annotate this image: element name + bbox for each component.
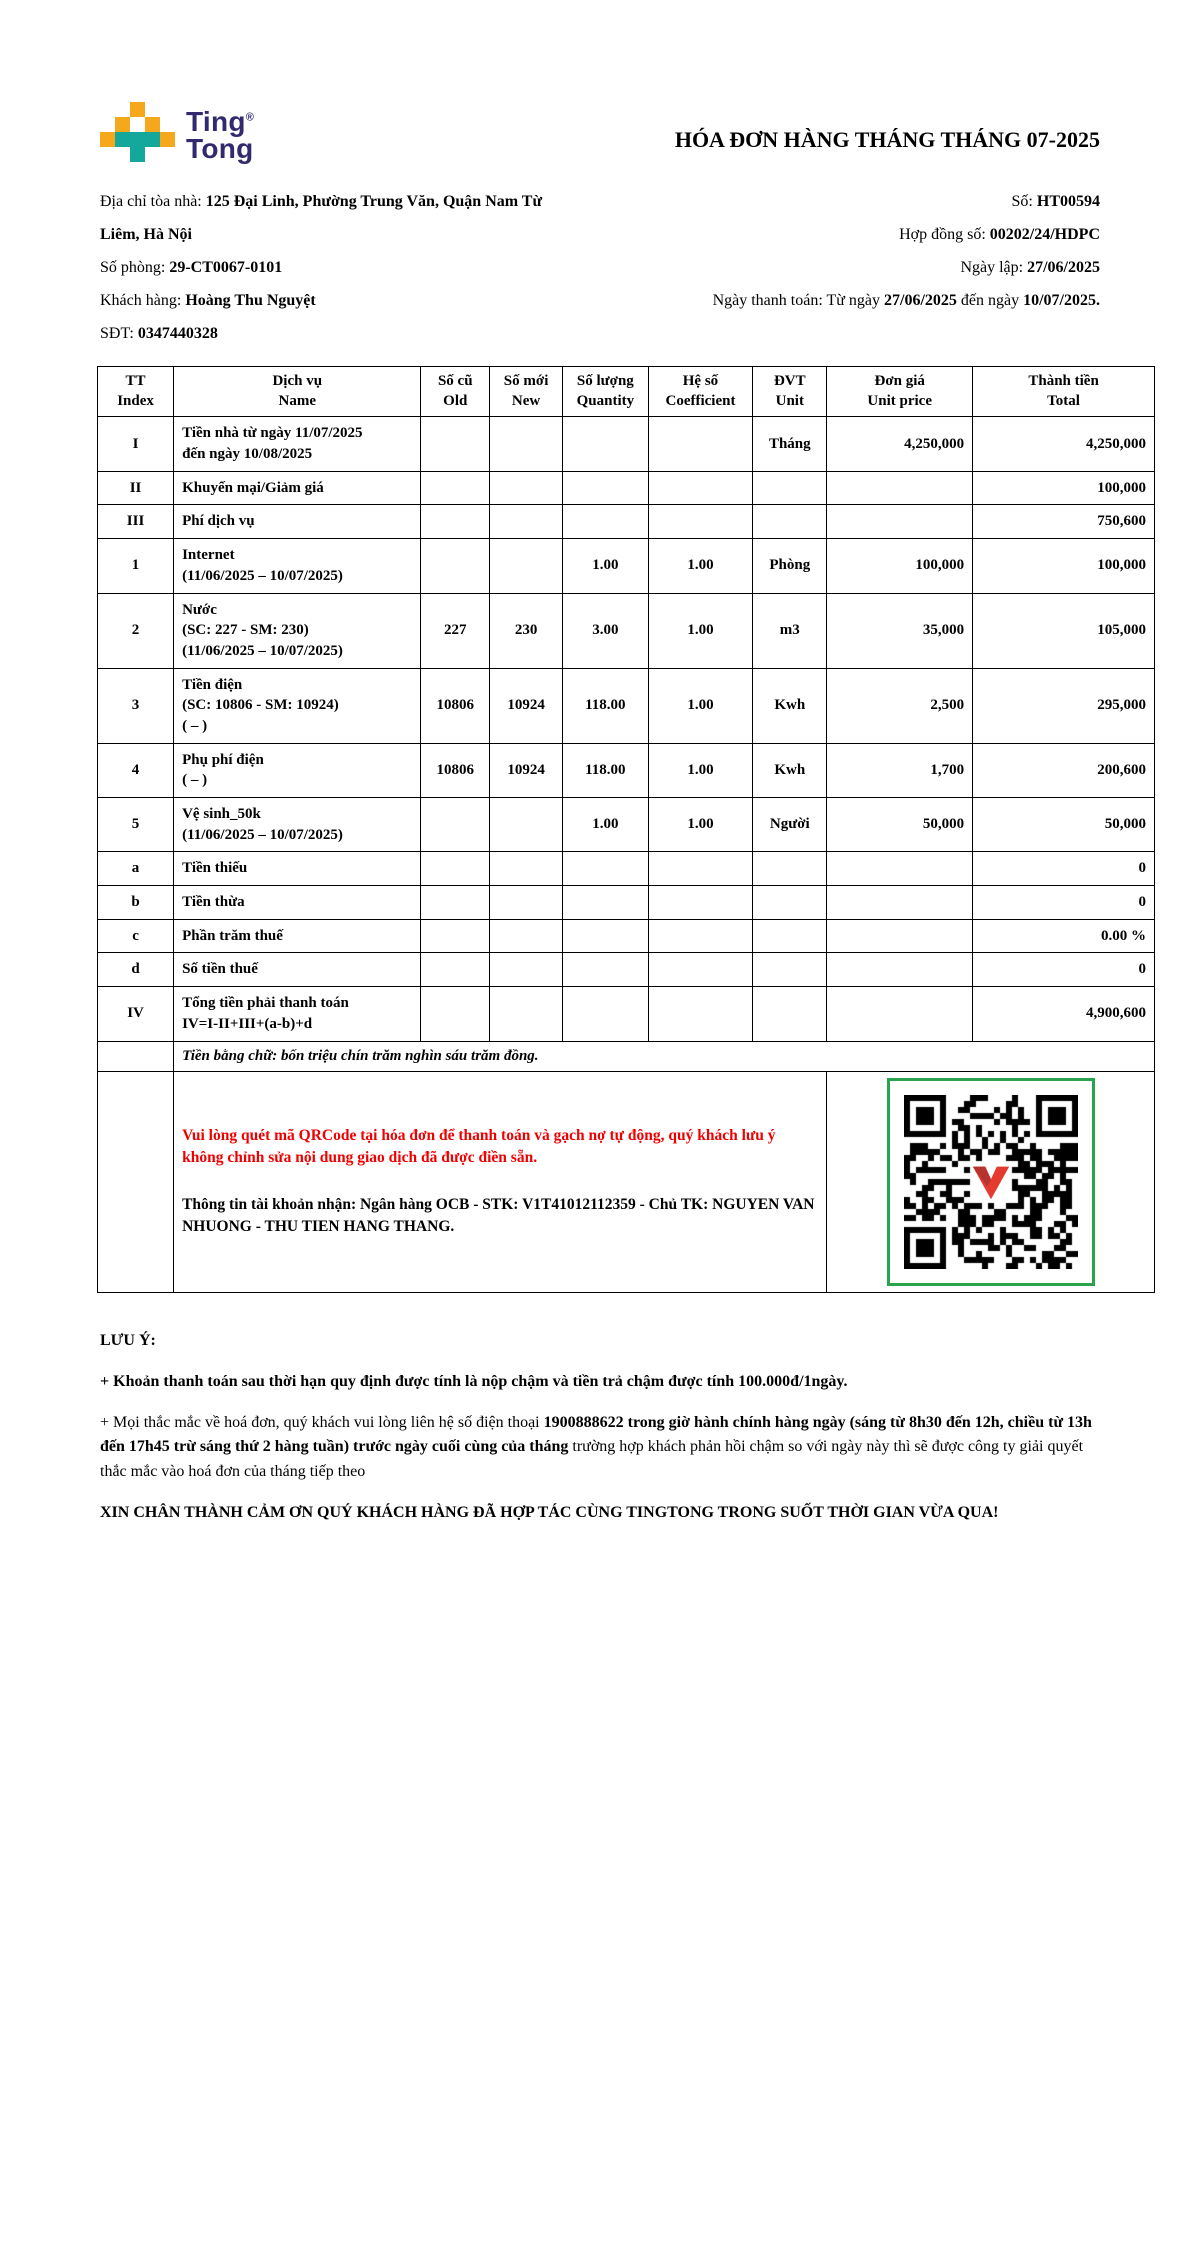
- cell-price: [827, 987, 973, 1041]
- cell-old: [421, 953, 490, 987]
- cell-total: 0: [973, 852, 1155, 886]
- cell-coef: [648, 471, 753, 505]
- text-segment: 0347440328: [137, 325, 218, 343]
- text-segment: + Mọi thắc mắc về hoá đơn, quý khách vui lòng liên hệ số điện thoại: [100, 1414, 544, 1432]
- cell-name: Internet (11/06/2025 – 10/07/2025): [174, 539, 421, 593]
- cell-new: [490, 987, 563, 1041]
- text-segment: 1900888622 trong giờ hành chính hàng ngày (sáng từ 8h30 đến 12h, chiều từ 13h đến 17h45 trừ sáng thứ 2 hàng tuần): [100, 1414, 1092, 1456]
- cell-unit: [753, 852, 827, 886]
- column-header: Hệ số Coefficient: [648, 367, 753, 417]
- cell-new: [490, 798, 563, 852]
- brand-name-line1: Ting: [186, 106, 246, 137]
- text-segment: SĐT:: [100, 325, 138, 343]
- cell-new: [490, 953, 563, 987]
- cell-coef: 1.00: [648, 668, 753, 743]
- cell-qty: [563, 417, 649, 471]
- info-right: [558, 185, 1100, 351]
- cell-tt: 4: [98, 743, 174, 797]
- cell-coef: 1.00: [648, 539, 753, 593]
- text-segment: + Khoản thanh toán sau thời hạn quy định được tính là nộp chậm và tiền trả chậm được tính 100.000đ/1ngày.: [100, 1372, 848, 1390]
- cell-total: 295,000: [973, 668, 1155, 743]
- text-segment: HT00594: [1036, 192, 1100, 210]
- text-segment: 00202/24/HDPC: [989, 225, 1100, 243]
- text-segment: Hoàng Thu Nguyệt: [185, 292, 316, 310]
- cell-name: Tiền nhà từ ngày 11/07/2025 đến ngày 10/08/2025: [174, 417, 421, 471]
- footer-notes: [0, 1293, 1200, 1526]
- cell-coef: 1.00: [648, 593, 753, 668]
- cell-price: 1,700: [827, 743, 973, 797]
- cell-qty: [563, 919, 649, 953]
- table-row: [98, 798, 1155, 852]
- info-line: [100, 185, 558, 251]
- table-row: [98, 953, 1155, 987]
- logo-pixel: [145, 117, 160, 132]
- cell-unit: [753, 886, 827, 920]
- cell-total: 0.00 %: [973, 919, 1155, 953]
- cell-name: Tiền thiếu: [174, 852, 421, 886]
- cell-unit: [753, 505, 827, 539]
- table-row: [98, 886, 1155, 920]
- cell-tt: [98, 1071, 174, 1292]
- text-segment: Số phòng:: [100, 259, 170, 277]
- invoice-table: [97, 366, 1155, 1292]
- cell-coef: [648, 417, 753, 471]
- column-header: Số cũ Old: [421, 367, 490, 417]
- info-left: [100, 185, 558, 351]
- cell-unit: Tháng: [753, 417, 827, 471]
- cell-new: [490, 919, 563, 953]
- cell-tt: d: [98, 953, 174, 987]
- cell-name: Số tiền thuế: [174, 953, 421, 987]
- text-segment: Địa chỉ tòa nhà:: [100, 192, 206, 210]
- amount-in-words-value: bốn triệu chín trăm nghìn sáu trăm đồng.: [280, 1047, 539, 1064]
- table-row: [98, 852, 1155, 886]
- column-header: Số lượng Quantity: [563, 367, 649, 417]
- cell-tt: II: [98, 471, 174, 505]
- cell-unit: Kwh: [753, 668, 827, 743]
- footer-note: [100, 1411, 1108, 1484]
- invoice-title: HÓA ĐƠN HÀNG THÁNG THÁNG 07-2025: [674, 127, 1100, 152]
- text-segment: 27/06/2025: [1027, 259, 1100, 277]
- cell-price: [827, 886, 973, 920]
- table-row: [98, 539, 1155, 593]
- column-header: ĐVT Unit: [753, 367, 827, 417]
- cell-name: Phần trăm thuế: [174, 919, 421, 953]
- registered-mark: ®: [245, 111, 255, 124]
- table-row: [98, 471, 1155, 505]
- cell-coef: [648, 953, 753, 987]
- page-header: [0, 0, 1200, 163]
- invoice-table-body: [98, 417, 1155, 1041]
- cell-new: [490, 852, 563, 886]
- cell-tt: I: [98, 417, 174, 471]
- info-line: [100, 317, 558, 350]
- cell-name: Khuyến mại/Giảm giá: [174, 471, 421, 505]
- qr-code: [887, 1078, 1095, 1286]
- footer-heading: LƯU Ý:: [100, 1331, 156, 1349]
- cell-qty: 118.00: [563, 668, 649, 743]
- cell-tt: 1: [98, 539, 174, 593]
- text-segment: Ngày lập:: [960, 259, 1028, 277]
- info-line: [558, 251, 1100, 284]
- cell-old: [421, 919, 490, 953]
- amount-in-words-cell: [174, 1041, 1155, 1071]
- cell-qty: [563, 987, 649, 1041]
- cell-new: 10924: [490, 668, 563, 743]
- logo-pixel: [130, 147, 145, 162]
- cell-tt: c: [98, 919, 174, 953]
- text-segment: .: [450, 1218, 455, 1236]
- info-line: [100, 284, 558, 317]
- cell-unit: [753, 953, 827, 987]
- text-segment: 27/06/2025: [884, 292, 957, 310]
- cell-qty: [563, 953, 649, 987]
- text-segment: 125 Đại Linh, Phường Trung Văn, Quận Nam Từ Liêm, Hà Nội: [100, 192, 543, 243]
- table-row: [98, 987, 1155, 1041]
- cell-total: 100,000: [973, 471, 1155, 505]
- cell-old: [421, 886, 490, 920]
- cell-name: Phụ phí điện ( – ): [174, 743, 421, 797]
- cell-qty: 1.00: [563, 798, 649, 852]
- cell-total: 750,600: [973, 505, 1155, 539]
- cell-old: 10806: [421, 668, 490, 743]
- text-segment: trường hợp khách phản hồi chậm so với ngày này thì sẽ được công ty giải quyết thắc mắc vào hoá đơn của tháng tiếp theo: [100, 1438, 1084, 1480]
- cell-old: [421, 471, 490, 505]
- brand-logo: [100, 92, 254, 163]
- qr-cell: [827, 1071, 1155, 1292]
- brand-name: [186, 108, 254, 163]
- table-row: [98, 505, 1155, 539]
- cell-old: [421, 417, 490, 471]
- cell-old: 227: [421, 593, 490, 668]
- cell-price: 2,500: [827, 668, 973, 743]
- cell-unit: Người: [753, 798, 827, 852]
- cell-old: [421, 852, 490, 886]
- cell-total: 0: [973, 886, 1155, 920]
- cell-price: 4,250,000: [827, 417, 973, 471]
- table-row: [98, 919, 1155, 953]
- cell-tt: 3: [98, 668, 174, 743]
- amount-in-words-row: [98, 1041, 1155, 1071]
- payment-row: [98, 1071, 1155, 1292]
- cell-unit: [753, 987, 827, 1041]
- text-segment: Khách hàng:: [100, 292, 186, 310]
- logo-pixel: [115, 117, 130, 132]
- cell-price: [827, 953, 973, 987]
- cell-new: [490, 539, 563, 593]
- cell-price: 50,000: [827, 798, 973, 852]
- cell-coef: [648, 886, 753, 920]
- cell-price: 100,000: [827, 539, 973, 593]
- info-line: [558, 284, 1100, 317]
- cell-tt: [98, 1041, 174, 1071]
- cell-name: Tổng tiền phải thanh toán IV=I-II+III+(a-b)+d: [174, 987, 421, 1041]
- info-line: [100, 251, 558, 284]
- cell-total: 100,000: [973, 539, 1155, 593]
- table-row: [98, 593, 1155, 668]
- cell-old: 10806: [421, 743, 490, 797]
- logo-pixel: [115, 132, 160, 147]
- cell-coef: [648, 987, 753, 1041]
- invoice-info: [0, 163, 1200, 351]
- cell-coef: 1.00: [648, 743, 753, 797]
- cell-unit: m3: [753, 593, 827, 668]
- footer-note: [100, 1501, 1108, 1525]
- column-header: Đơn giá Unit price: [827, 367, 973, 417]
- text-segment: Ngày thanh toán: Từ ngày: [712, 292, 885, 310]
- cell-coef: [648, 919, 753, 953]
- cell-total: 0: [973, 953, 1155, 987]
- amount-in-words-label: Tiền bằng chữ:: [182, 1047, 281, 1064]
- text-segment: XIN CHÂN THÀNH CẢM ƠN QUÝ KHÁCH HÀNG ĐÃ HỢP TÁC CÙNG TINGTONG TRONG SUỐT THỜI GIAN VỪA QUA!: [100, 1504, 999, 1522]
- cell-old: [421, 798, 490, 852]
- cell-qty: 118.00: [563, 743, 649, 797]
- column-header: Dịch vụ Name: [174, 367, 421, 417]
- cell-name: Phí dịch vụ: [174, 505, 421, 539]
- cell-old: [421, 539, 490, 593]
- cell-total: 105,000: [973, 593, 1155, 668]
- text-segment: trước ngày cuối cùng của tháng: [353, 1438, 569, 1456]
- cell-total: 4,250,000: [973, 417, 1155, 471]
- cell-tt: a: [98, 852, 174, 886]
- cell-new: [490, 505, 563, 539]
- cell-qty: 1.00: [563, 539, 649, 593]
- cell-coef: 1.00: [648, 798, 753, 852]
- cell-qty: [563, 505, 649, 539]
- cell-qty: [563, 852, 649, 886]
- cell-coef: [648, 505, 753, 539]
- cell-price: [827, 471, 973, 505]
- qr-payment-notice: Vui lòng quét mã QRCode tại hóa đơn để thanh toán và gạch nợ tự động, quý khách lưu ý không chỉnh sửa nội dung giao dịch đã được điền sẵn.: [182, 1126, 776, 1167]
- logo-pixel: [160, 132, 175, 147]
- text-segment: NGUYEN VAN NHUONG - THU TIEN HANG THANG: [182, 1195, 815, 1236]
- payment-instructions-cell: [174, 1071, 827, 1292]
- column-header: Số mới New: [490, 367, 563, 417]
- cell-unit: [753, 919, 827, 953]
- column-header: TT Index: [98, 367, 174, 417]
- cell-total: 200,600: [973, 743, 1155, 797]
- text-segment: đến ngày: [956, 292, 1024, 310]
- text-segment: 29-CT0067-0101: [169, 259, 283, 277]
- cell-total: 4,900,600: [973, 987, 1155, 1041]
- table-row: [98, 668, 1155, 743]
- cell-tt: b: [98, 886, 174, 920]
- text-segment: Số:: [1011, 192, 1037, 210]
- cell-tt: 2: [98, 593, 174, 668]
- text-segment: - Chủ TK:: [635, 1195, 713, 1213]
- cell-qty: [563, 471, 649, 505]
- cell-name: Tiền điện (SC: 10806 - SM: 10924) ( – ): [174, 668, 421, 743]
- cell-new: [490, 417, 563, 471]
- text-segment: 10/07/2025.: [1023, 292, 1100, 310]
- cell-name: Vệ sinh_50k (11/06/2025 – 10/07/2025): [174, 798, 421, 852]
- cell-unit: [753, 471, 827, 505]
- cell-new: 230: [490, 593, 563, 668]
- cell-old: [421, 505, 490, 539]
- cell-price: [827, 505, 973, 539]
- cell-unit: Phòng: [753, 539, 827, 593]
- text-segment: V1T41012112359: [522, 1195, 636, 1213]
- cell-old: [421, 987, 490, 1041]
- logo-pixel: [130, 102, 145, 117]
- info-line: [558, 218, 1100, 251]
- cell-new: 10924: [490, 743, 563, 797]
- cell-price: 35,000: [827, 593, 973, 668]
- info-line: [558, 185, 1100, 218]
- cell-total: 50,000: [973, 798, 1155, 852]
- tingtong-logo-icon: [100, 102, 175, 162]
- logo-pixel: [100, 132, 115, 147]
- bank-account-info: [182, 1194, 818, 1239]
- table-header-row: [98, 367, 1155, 417]
- brand-name-line2: Tong: [186, 133, 254, 165]
- table-row: [98, 417, 1155, 471]
- vietqr-v-icon: [968, 1159, 1014, 1205]
- cell-name: Tiền thừa: [174, 886, 421, 920]
- column-header: Thành tiền Total: [973, 367, 1155, 417]
- text-segment: Thông tin tài khoản nhận: Ngân hàng OCB - STK:: [182, 1195, 523, 1213]
- cell-name: Nước (SC: 227 - SM: 230) (11/06/2025 – 10/07/2025): [174, 593, 421, 668]
- cell-unit: Kwh: [753, 743, 827, 797]
- table-row: [98, 743, 1155, 797]
- cell-coef: [648, 852, 753, 886]
- cell-price: [827, 852, 973, 886]
- text-segment: Hợp đồng số:: [899, 225, 990, 243]
- cell-new: [490, 886, 563, 920]
- cell-tt: IV: [98, 987, 174, 1041]
- footer-note: [100, 1370, 1108, 1394]
- cell-tt: III: [98, 505, 174, 539]
- cell-tt: 5: [98, 798, 174, 852]
- cell-qty: 3.00: [563, 593, 649, 668]
- cell-new: [490, 471, 563, 505]
- cell-qty: [563, 886, 649, 920]
- cell-price: [827, 919, 973, 953]
